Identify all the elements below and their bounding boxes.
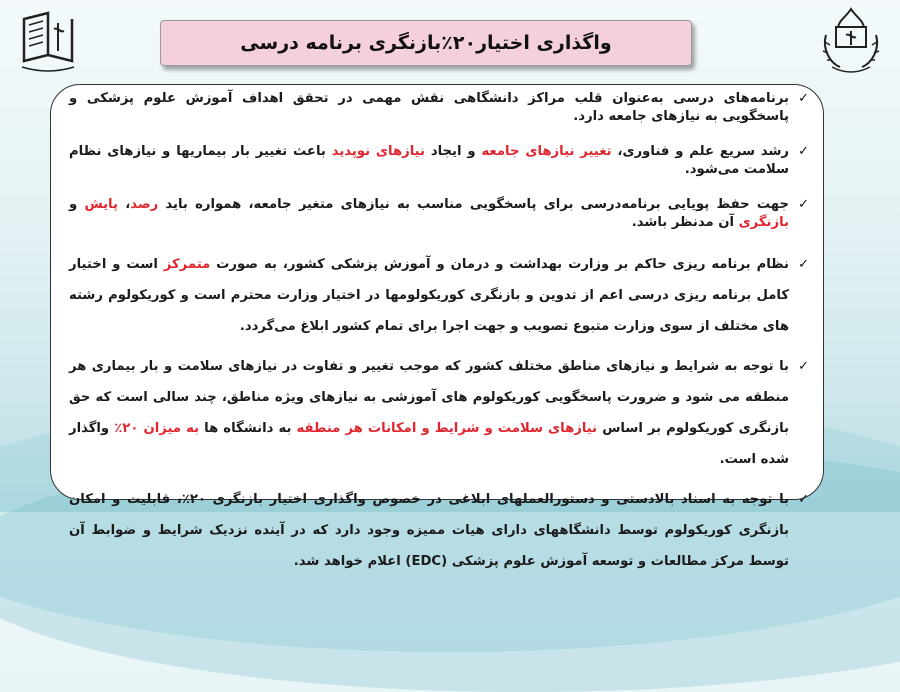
bullet-text: به دانشگاه ها bbox=[199, 421, 297, 436]
bullet-text: جهت حفظ پویایی برنامه‌درسی برای پاسخگویی مناسب به نیازهای متغیر جامعه، همواره باید bbox=[158, 197, 789, 212]
highlighted-text: نیازهای نوپدید bbox=[331, 144, 425, 159]
education-center-logo bbox=[14, 5, 84, 77]
highlighted-text: پایش bbox=[84, 197, 118, 212]
highlighted-text: بازنگری bbox=[738, 215, 789, 230]
bullet-item bbox=[69, 90, 809, 126]
highlighted-text: رصد bbox=[130, 197, 159, 212]
university-crest-logo bbox=[816, 5, 886, 77]
check-icon: ✓ bbox=[798, 257, 809, 272]
bullet-text: با توجه به شرایط و نیازهای مناطق مختلف کشور که موجب تغییر و تفاوت در نیازهای سلامت و بار بیماری هر منطقه می شود و ضرورت پاسخگویی کوریکولوم های آموزشی به نیازهای ویژه مناطق، چند سالی است که حق بازنگری کوریکولوم بر اساس bbox=[69, 359, 789, 436]
bullet-text: و bbox=[69, 197, 85, 212]
bullet-text: با توجه به اسناد بالادستی و دستورالعملهای ابلاغی در خصوص واگذاری اختیار بازنگری ۲۰٪، قابلیت و امکان بازنگری کوریکولوم توسط دانشگاههای دارای هیات ممیزه وجود دارد که در آینده نزدیک شرایط و ضوابط آن توسط مرکز مطالعات و توسعه آموزش علوم پزشکی (EDC) اعلام خواهد شد. bbox=[69, 492, 790, 569]
highlighted-text: متمرکز bbox=[163, 257, 211, 272]
bullet-text: و ایجاد bbox=[424, 144, 482, 159]
slide-title: واگذاری اختیار۲۰٪بازنگری برنامه درسی bbox=[240, 32, 612, 54]
check-icon: ✓ bbox=[798, 197, 809, 212]
check-icon: ✓ bbox=[798, 492, 809, 507]
bullet-text: ، bbox=[117, 197, 131, 212]
highlighted-text: نیازهای سلامت و شرایط و امکانات هر منطقه bbox=[296, 421, 598, 436]
bullet-text: آن مدنظر باشد. bbox=[631, 215, 739, 230]
check-icon: ✓ bbox=[798, 144, 809, 159]
bullet-list bbox=[69, 90, 809, 577]
bullet-text: است و اختیار کامل برنامه ریزی درسی اعم از تدوین و بازنگری کوریکولومها در اختیار وزارت محترم است و کوریکولوم رشته های مختلف از سوی وزارت متبوع تصویب و جهت اجرا برای تمام کشور ابلاغ می‌گردد. bbox=[69, 257, 789, 334]
highlighted-text: به میزان ۲۰٪ bbox=[114, 421, 200, 436]
bullet-item bbox=[69, 143, 809, 179]
content-box bbox=[50, 84, 824, 569]
bullet-text: باعث تغییر بار بیماریها و نیازهای نظام سلامت می‌شود. bbox=[69, 144, 789, 177]
bullet-item bbox=[69, 249, 809, 342]
bullet-text: واگذار شده است. bbox=[69, 421, 789, 467]
bullet-text: رشد سریع علم و فناوری، bbox=[611, 144, 789, 159]
highlighted-text: تغییر نیازهای جامعه bbox=[481, 144, 612, 159]
bullet-text: نظام برنامه ریزی حاکم بر وزارت بهداشت و درمان و آموزش پزشکی کشور، به صورت bbox=[210, 257, 789, 272]
bullet-item bbox=[69, 351, 809, 475]
bullet-item bbox=[69, 484, 809, 577]
slide-title-box bbox=[160, 20, 692, 66]
bullet-text: برنامه‌های درسی به‌عنوان قلب مراکز دانشگاهی نقش مهمی در تحقق اهداف آموزش علوم پزشکی و پاسخگویی به نیازهای جامعه دارد. bbox=[69, 91, 789, 124]
check-icon: ✓ bbox=[798, 91, 809, 106]
bullet-item bbox=[69, 196, 809, 232]
check-icon: ✓ bbox=[798, 359, 809, 374]
